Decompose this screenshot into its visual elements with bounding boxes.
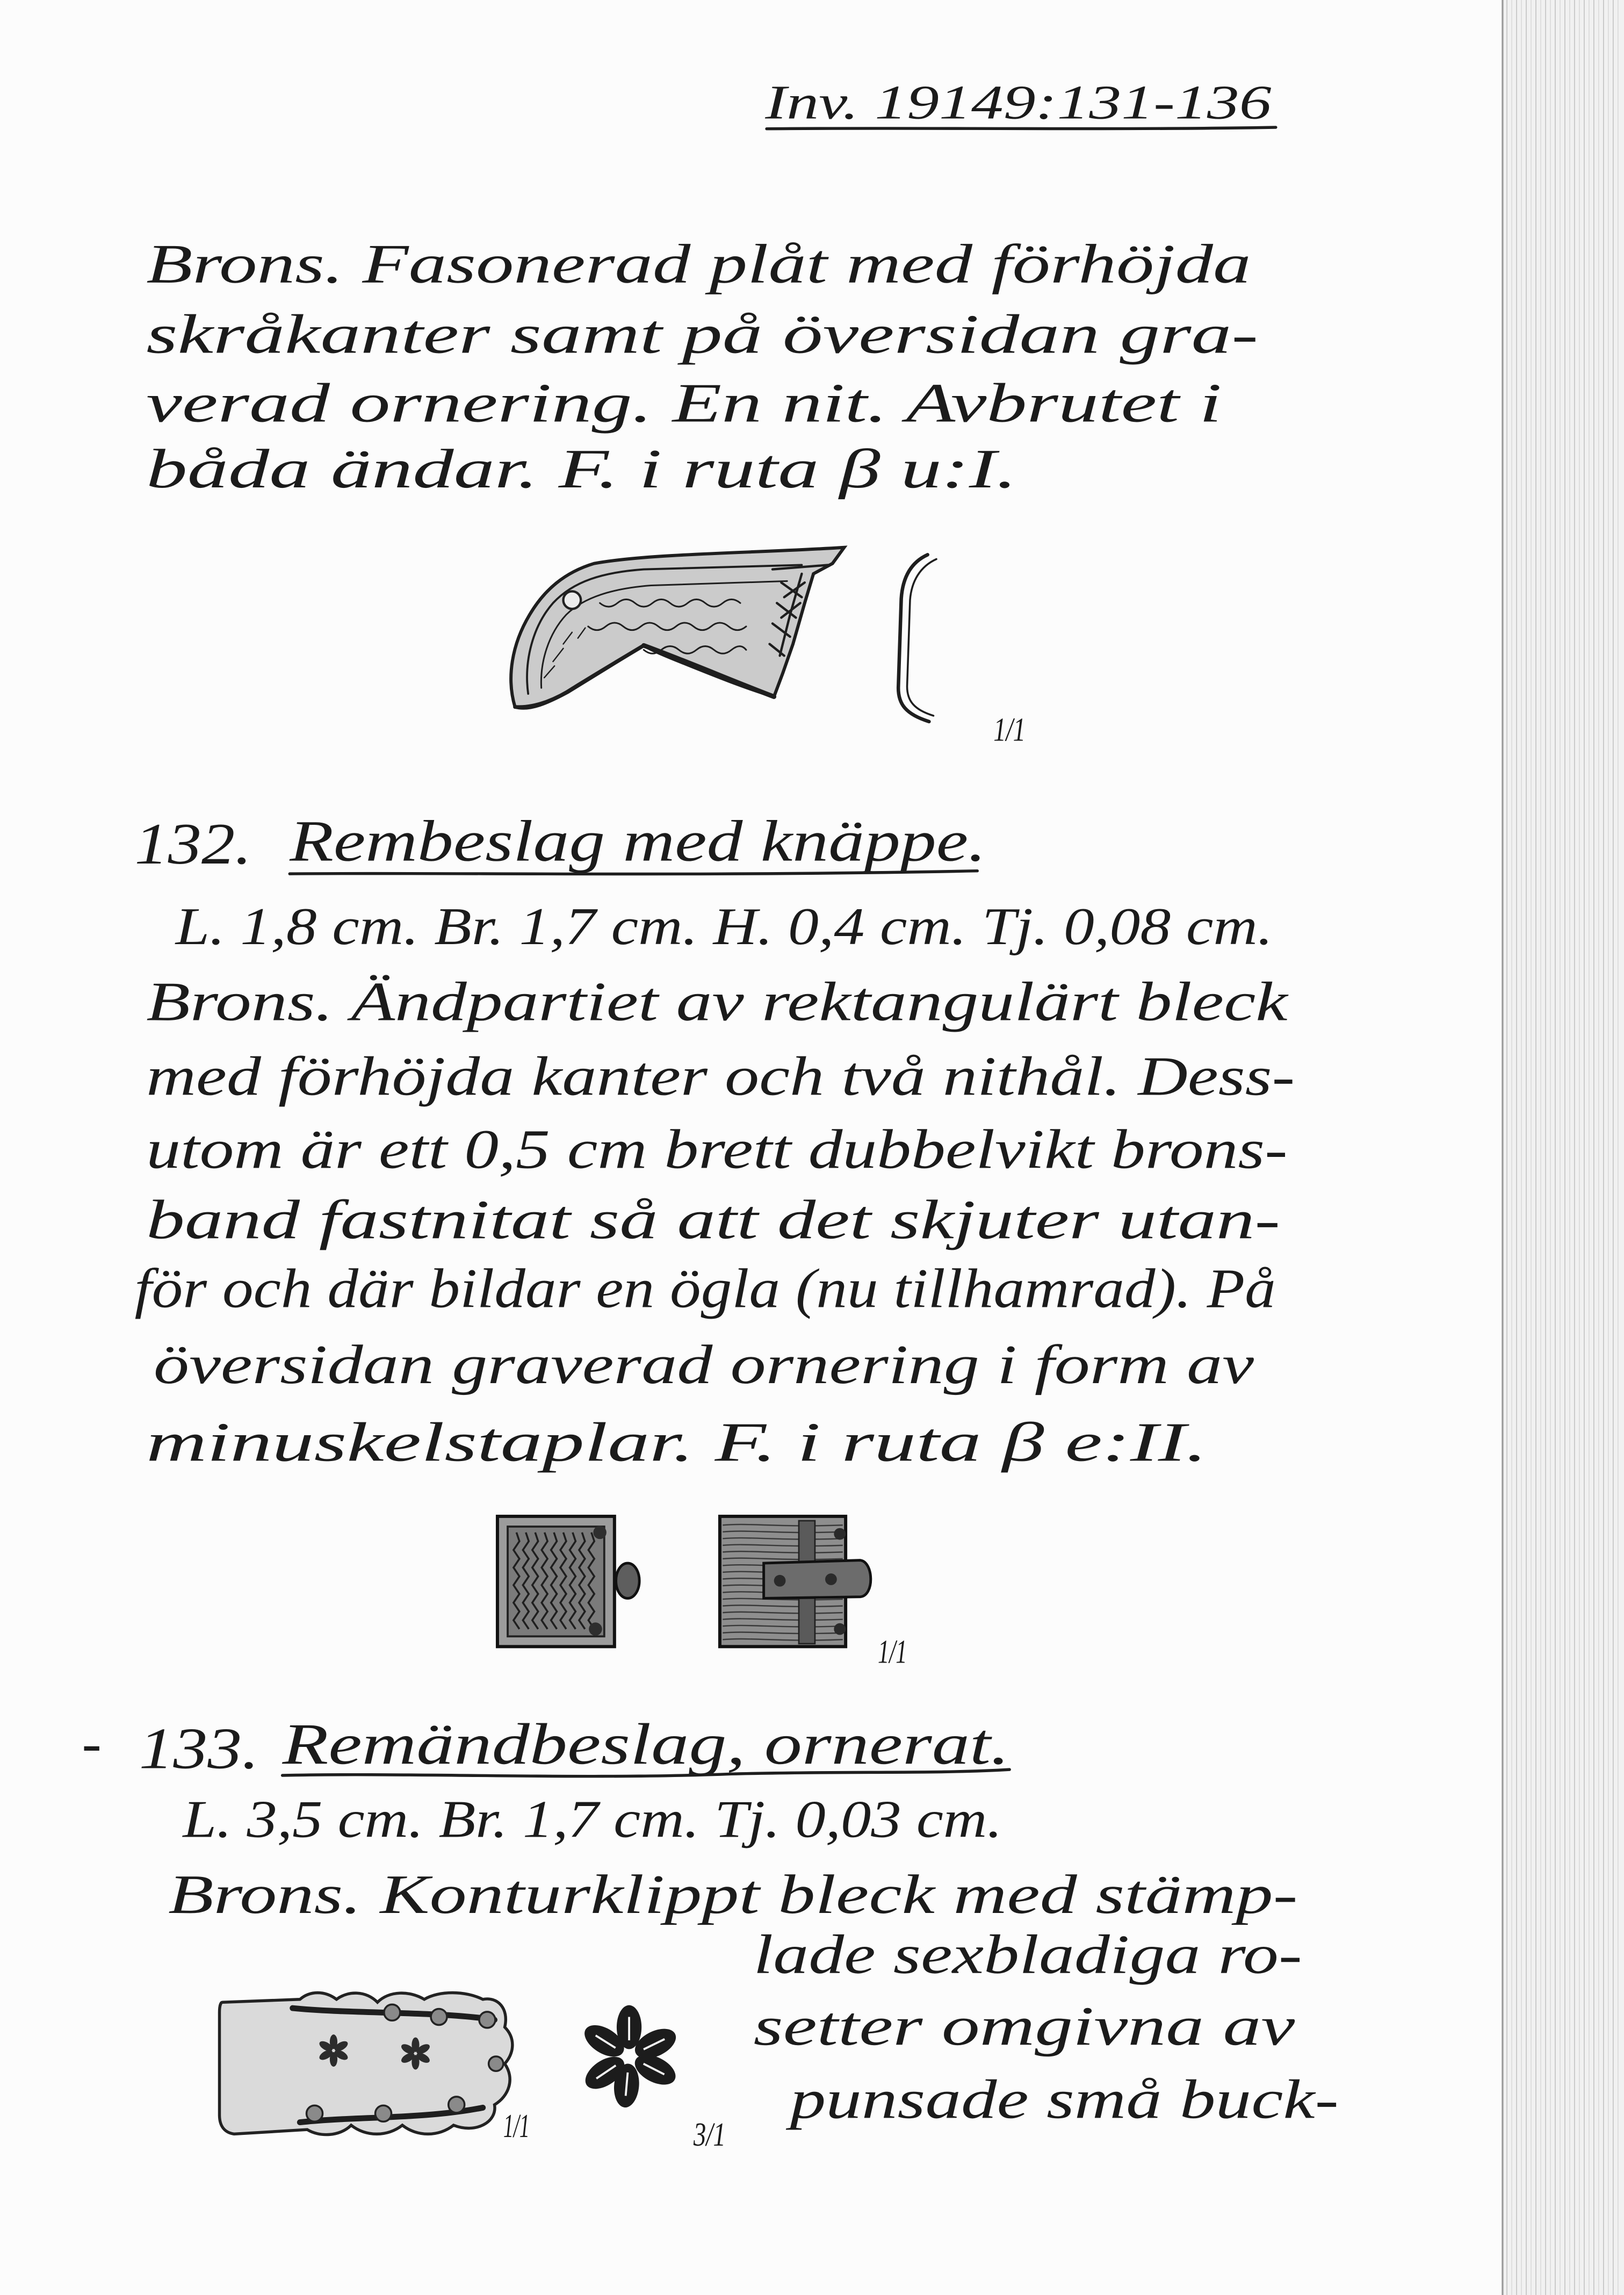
punched-boss xyxy=(479,2012,495,2028)
entry-description-line: minuskelstaplar. F. i ruta β e:II. xyxy=(146,1412,1207,1473)
rivet xyxy=(834,1623,846,1635)
rivet xyxy=(774,1575,786,1587)
figure-scale-label: 1/1 xyxy=(503,2106,530,2145)
entry-description-line: verad ornering. En nit. Avbrutet i xyxy=(146,372,1222,434)
rivet xyxy=(564,591,581,609)
entry-number: 133. xyxy=(139,1716,259,1781)
punched-boss xyxy=(489,2056,503,2071)
entry-title: Rembeslag med knäppe. xyxy=(289,808,986,874)
entry-description-line: Brons. Konturklippt bleck med stämp- xyxy=(168,1864,1298,1926)
rivet xyxy=(589,1622,602,1636)
entry-description-line: skråkanter samt på översidan gra- xyxy=(146,304,1259,365)
entry-number: 132. xyxy=(134,811,252,877)
entry-title: Remändbeslag, ornerat. xyxy=(282,1711,1010,1777)
entry-description-line: för och där bildar en ögla (nu tillhamrad). På xyxy=(134,1258,1276,1320)
punched-boss xyxy=(431,2009,447,2025)
entry-description-line: båda ändar. F. i ruta β u:I. xyxy=(146,438,1017,500)
punched-boss xyxy=(384,2004,400,2020)
entry-description-line: med förhöjda kanter och två nithål. Dess- xyxy=(146,1046,1295,1107)
punched-boss xyxy=(376,2105,392,2121)
page-edge-shade xyxy=(1503,0,1624,2295)
engraved-minuscule-staves xyxy=(514,1533,594,1629)
inventory-number: Inv. 19149:131-136 xyxy=(764,76,1272,130)
margin-mark: - xyxy=(82,1710,102,1775)
entry-description-line: utom är ett 0,5 cm brett dubbelvikt brons- xyxy=(146,1119,1288,1181)
figure-scale-label: 3/1 xyxy=(693,2116,726,2154)
figure-scale-label: 1/1 xyxy=(878,1632,907,1671)
entry-description-line: översidan graverad ornering i form av xyxy=(153,1334,1254,1396)
entry-description-line: Brons. Ändpartiet av rektangulärt bleck xyxy=(146,971,1289,1033)
entry-measurements: L. 1,8 cm. Br. 1,7 cm. H. 0,4 cm. Tj. 0,08 cm. xyxy=(174,897,1273,956)
entry-measurements: L. 3,5 cm. Br. 1,7 cm. Tj. 0,03 cm. xyxy=(182,1790,1002,1849)
entry-description-line: band fastnitat så att det skjuter utan- xyxy=(146,1189,1280,1251)
inventory-number-underline xyxy=(767,127,1276,129)
rivet xyxy=(593,1526,607,1539)
strap-end-drawing xyxy=(220,1993,513,2135)
entry-description-line: lade sexbladiga ro- xyxy=(753,1924,1302,1985)
mount-knob xyxy=(616,1563,640,1598)
rivet xyxy=(834,1528,846,1540)
page-header xyxy=(764,76,1276,130)
figure-scale-label: 1/1 xyxy=(993,710,1026,749)
rivet xyxy=(825,1573,837,1585)
entry-description-line: Brons. Fasonerad plåt med förhöjda xyxy=(146,233,1251,295)
page-edge xyxy=(1503,0,1624,2295)
entry-description-line: setter omgivna av xyxy=(753,1996,1295,2057)
punched-boss xyxy=(449,2097,465,2113)
punched-boss xyxy=(307,2105,323,2121)
entry-description-line: punsade små buck- xyxy=(785,2069,1339,2131)
